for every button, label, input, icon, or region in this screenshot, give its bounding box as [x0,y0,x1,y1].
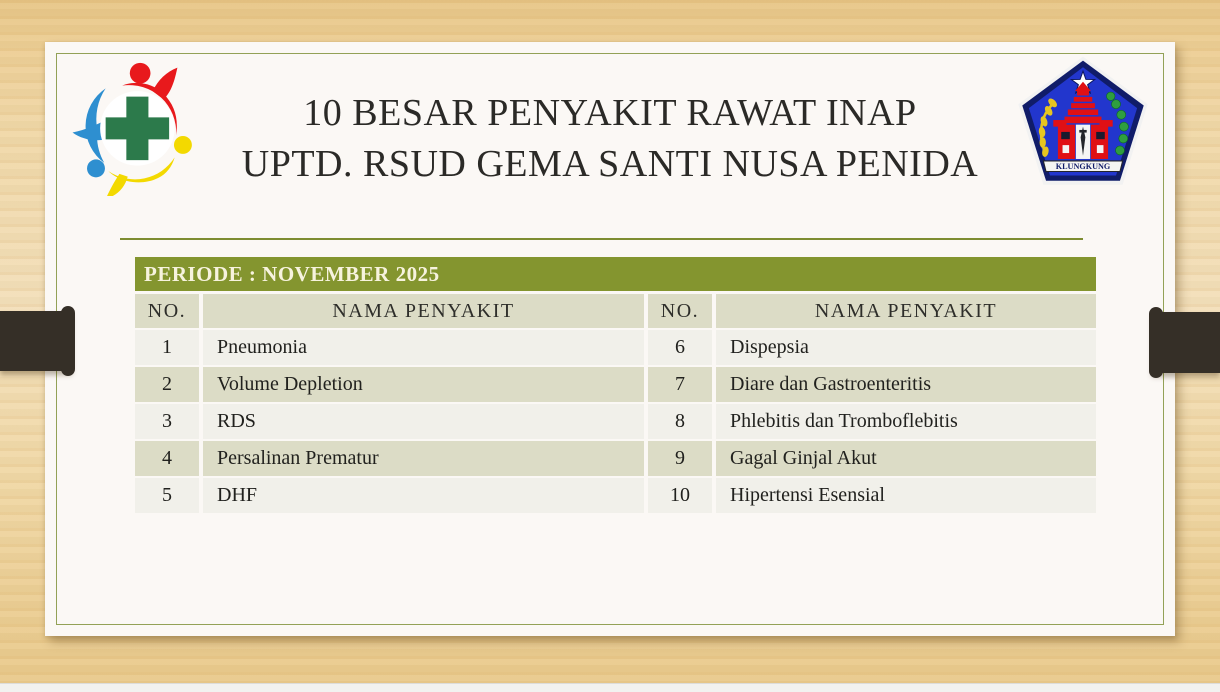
puskesmas-health-logo-icon [67,58,205,196]
table-header-row [135,294,1096,328]
klungkung-regency-crest-icon [1017,55,1149,193]
disease-table [135,294,1096,515]
right-ribbon-tab [1152,312,1220,373]
header-no-left: NO. [135,294,199,328]
row-no: 7 [648,367,712,402]
row-no: 9 [648,441,712,476]
row-no: 2 [135,367,199,402]
slide-card [45,42,1175,636]
row-nama: RDS [203,404,644,439]
table-row [135,404,1096,439]
header-nama-right: NAMA PENYAKIT [716,294,1096,328]
row-nama: DHF [203,478,644,513]
row-no: 3 [135,404,199,439]
row-no: 1 [135,330,199,365]
right-ribbon-cap [1149,307,1163,378]
header-no-right: NO. [648,294,712,328]
row-no: 6 [648,330,712,365]
slide-title [210,88,1010,190]
row-nama: Diare dan Gastroenteritis [716,367,1096,402]
bottom-ui-strip [0,683,1220,692]
row-nama: Phlebitis dan Tromboflebitis [716,404,1096,439]
header-nama-left: NAMA PENYAKIT [203,294,644,328]
row-nama: Gagal Ginjal Akut [716,441,1096,476]
row-nama: Persalinan Prematur [203,441,644,476]
table-row [135,367,1096,402]
crest-banner-text: KLUNGKUNG [1055,161,1111,171]
title-line-1: 10 BESAR PENYAKIT RAWAT INAP [303,92,917,134]
periode-header-bar [135,257,1096,291]
table-row [135,330,1096,365]
row-nama: Hipertensi Esensial [716,478,1096,513]
row-nama: Dispepsia [716,330,1096,365]
row-nama: Pneumonia [203,330,644,365]
table-row [135,441,1096,476]
left-ribbon-tab [0,311,72,371]
row-no: 8 [648,404,712,439]
row-no: 10 [648,478,712,513]
table-row [135,478,1096,513]
title-divider [120,238,1083,240]
row-nama: Volume Depletion [203,367,644,402]
row-no: 5 [135,478,199,513]
title-line-2: UPTD. RSUD GEMA SANTI NUSA PENIDA [241,143,979,185]
row-no: 4 [135,441,199,476]
periode-label: PERIODE : NOVEMBER 2025 [144,261,440,286]
left-ribbon-cap [61,306,75,376]
